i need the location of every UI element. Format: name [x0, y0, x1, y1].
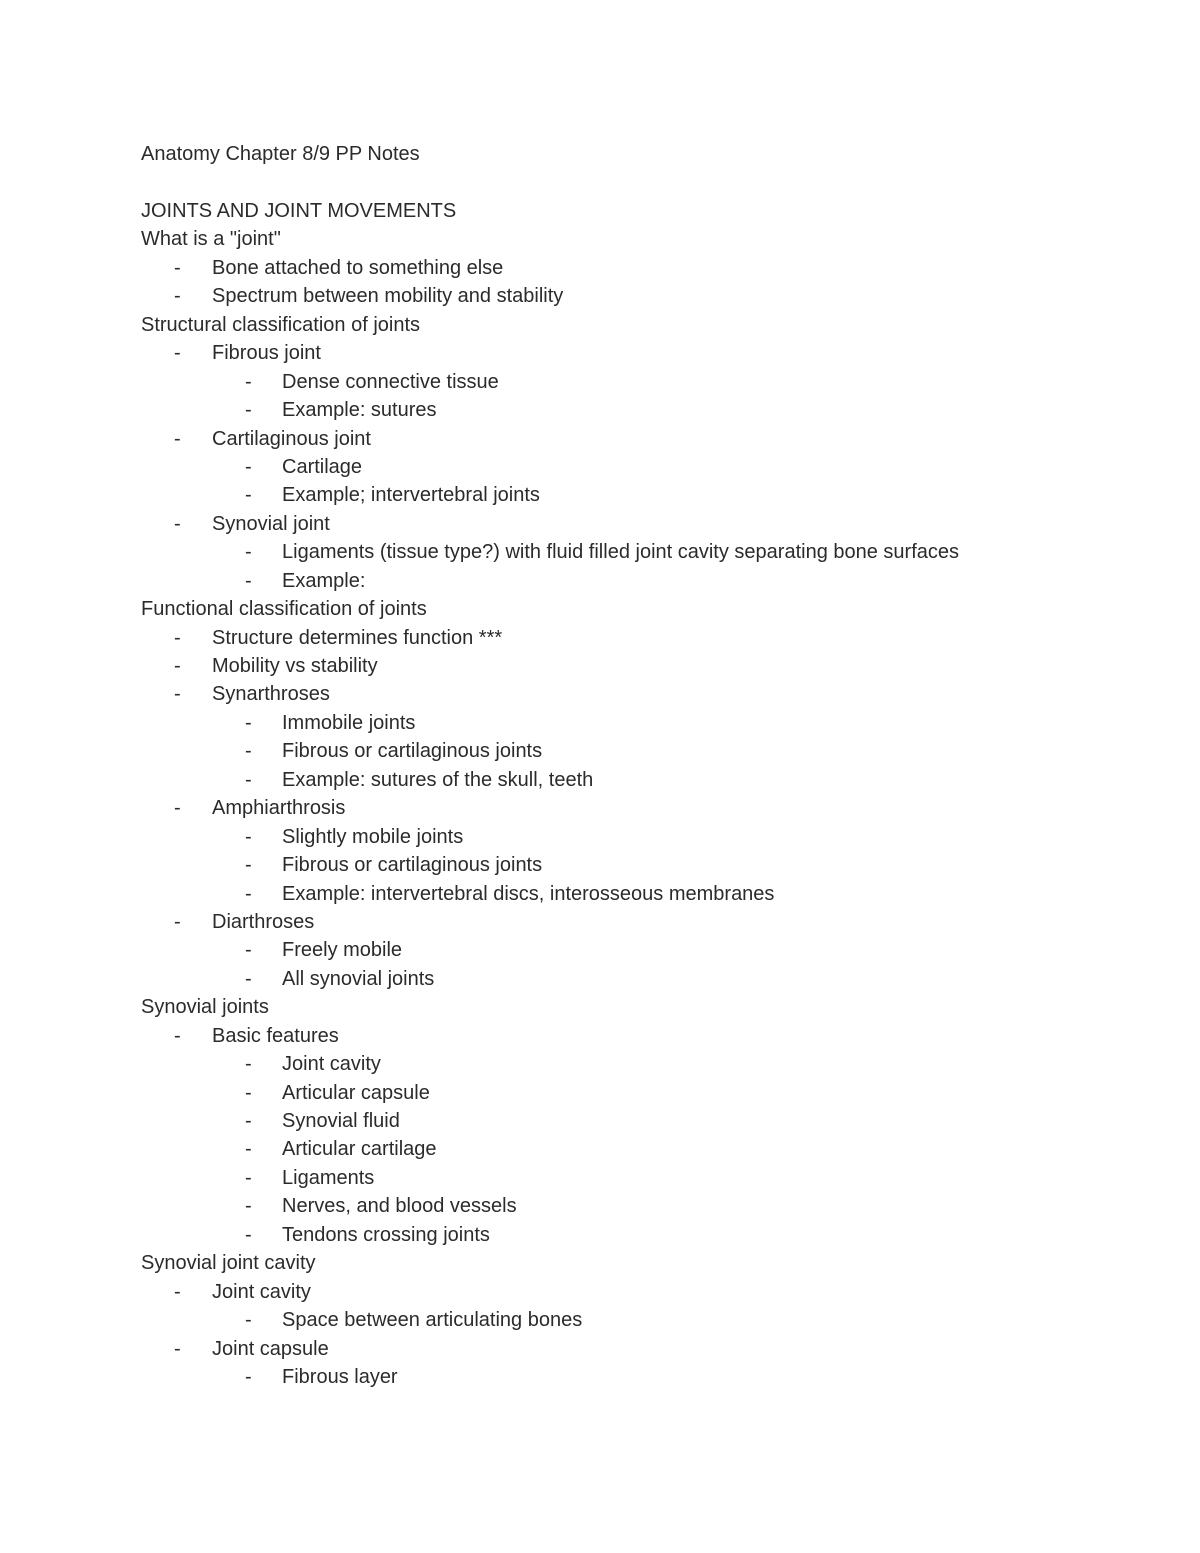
outline-text: JOINTS AND JOINT MOVEMENTS	[141, 200, 457, 222]
outline-text: Articular capsule	[282, 1081, 430, 1104]
outline-text: Cartilaginous joint	[212, 427, 371, 450]
outline-text: Cartilage	[282, 455, 363, 478]
outline-subitem	[0, 709, 1200, 737]
outline-subitem	[0, 481, 1200, 509]
dash-bullet-icon: -	[245, 882, 252, 905]
outline-subitem	[0, 1363, 1200, 1391]
dash-bullet-icon: -	[245, 854, 252, 877]
outline-text: Synovial joint	[212, 512, 330, 535]
outline-text: Synovial fluid	[282, 1110, 400, 1132]
outline-subitem	[0, 936, 1200, 964]
outline-subitem	[0, 1050, 1200, 1078]
dash-bullet-icon: -	[245, 541, 252, 564]
dash-bullet-icon: -	[174, 1337, 181, 1360]
dash-bullet-icon: -	[245, 1309, 252, 1332]
outline-text: Synovial joint cavity	[141, 1252, 316, 1275]
outline-text: Basic features	[212, 1024, 339, 1047]
dash-bullet-icon: -	[174, 512, 181, 535]
dash-bullet-icon: -	[174, 342, 181, 365]
dash-bullet-icon: -	[174, 285, 181, 308]
dash-bullet-icon: -	[174, 1280, 181, 1303]
document-title: Anatomy Chapter 8/9 PP Notes	[141, 143, 420, 165]
outline-text: Amphiarthrosis	[212, 797, 346, 820]
dash-bullet-icon: -	[174, 655, 181, 677]
outline-item	[0, 282, 1200, 310]
dash-bullet-icon: -	[245, 1081, 252, 1104]
outline-text: Ligaments	[282, 1166, 375, 1189]
outline-subitem	[0, 965, 1200, 993]
outline-text: All synovial joints	[282, 967, 435, 990]
outline-text: Joint cavity	[282, 1053, 381, 1076]
outline-text: Articular cartilage	[282, 1138, 437, 1161]
outline-subitem	[0, 766, 1200, 794]
outline-text: Fibrous joint	[212, 342, 321, 365]
outline-text: Tendons crossing joints	[282, 1223, 490, 1246]
outline-text: Example:	[282, 569, 366, 592]
outline-item	[0, 1022, 1200, 1050]
outline-text: Structure determines function ***	[212, 626, 503, 649]
outline-text: Slightly mobile joints	[282, 825, 464, 848]
outline-text: Dense connective tissue	[282, 370, 499, 393]
outline-text: Freely mobile	[282, 939, 403, 962]
dash-bullet-icon: -	[174, 683, 181, 706]
outline-text: Mobility vs stability	[212, 655, 378, 677]
outline-item	[0, 1278, 1200, 1306]
outline-text: Example: sutures of the skull, teeth	[282, 768, 594, 791]
outline-subitem	[0, 1306, 1200, 1334]
dash-bullet-icon: -	[245, 740, 252, 763]
dash-bullet-icon: -	[245, 825, 252, 848]
outline-text: Fibrous or cartilaginous joints	[282, 740, 543, 763]
outline-text: Example: sutures	[282, 399, 437, 422]
dash-bullet-icon: -	[174, 1024, 181, 1047]
outline-item	[0, 254, 1200, 282]
outline-item	[0, 510, 1200, 538]
outline-text: Space between articulating bones	[282, 1309, 583, 1332]
outline-text: Example; intervertebral joints	[282, 484, 540, 507]
dash-bullet-icon: -	[245, 399, 252, 422]
section-heading	[0, 993, 1200, 1021]
outline-subitem	[0, 538, 1200, 566]
outline-text: Immobile joints	[282, 711, 416, 734]
outline-text: Functional classification of joints	[141, 598, 427, 621]
dash-bullet-icon: -	[245, 1223, 252, 1246]
dash-bullet-icon: -	[245, 1195, 252, 1218]
outline-subitem	[0, 823, 1200, 851]
section-heading	[0, 1249, 1200, 1277]
outline-subitem	[0, 1192, 1200, 1220]
outline-text: Diarthroses	[212, 910, 315, 933]
dash-bullet-icon: -	[245, 711, 252, 734]
outline-subitem	[0, 567, 1200, 595]
outline-text: Spectrum between mobility and stability	[212, 285, 564, 308]
outline-text: Synovial joints	[141, 996, 269, 1019]
dash-bullet-icon: -	[245, 370, 252, 393]
outline-subitem	[0, 737, 1200, 765]
dash-bullet-icon: -	[245, 1110, 252, 1132]
outline-item	[0, 680, 1200, 708]
outline-subitem	[0, 368, 1200, 396]
dash-bullet-icon: -	[245, 768, 252, 791]
dash-bullet-icon: -	[174, 256, 181, 279]
outline-item	[0, 908, 1200, 936]
outline-text: Bone attached to something else	[212, 256, 504, 279]
outline-subitem	[0, 1164, 1200, 1192]
outline-subitem	[0, 851, 1200, 879]
dash-bullet-icon: -	[174, 797, 181, 820]
outline-text: Fibrous or cartilaginous joints	[282, 854, 543, 877]
outline-text: Joint cavity	[212, 1280, 311, 1303]
outline-text: Fibrous layer	[282, 1365, 398, 1388]
notes-outline	[0, 197, 1200, 1391]
dash-bullet-icon: -	[245, 939, 252, 962]
dash-bullet-icon: -	[245, 967, 252, 990]
outline-subitem	[0, 1135, 1200, 1163]
dash-bullet-icon: -	[174, 626, 181, 649]
section-heading	[0, 595, 1200, 623]
outline-subitem	[0, 1107, 1200, 1135]
dash-bullet-icon: -	[245, 1166, 252, 1189]
outline-subitem	[0, 1079, 1200, 1107]
dash-bullet-icon: -	[174, 910, 181, 933]
dash-bullet-icon: -	[245, 1138, 252, 1161]
outline-item	[0, 624, 1200, 652]
outline-text: Joint capsule	[212, 1337, 329, 1360]
outline-subitem	[0, 1221, 1200, 1249]
outline-item	[0, 652, 1200, 680]
dash-bullet-icon: -	[245, 569, 252, 592]
dash-bullet-icon: -	[174, 427, 181, 450]
outline-text: Structural classification of joints	[141, 313, 421, 336]
outline-text: Ligaments (tissue type?) with fluid filled joint cavity separating bone surfaces	[282, 541, 960, 564]
outline-subitem	[0, 880, 1200, 908]
outline-item	[0, 339, 1200, 367]
dash-bullet-icon: -	[245, 455, 252, 478]
section-heading	[0, 311, 1200, 339]
outline-text: Nerves, and blood vessels	[282, 1195, 517, 1218]
outline-text: Synarthroses	[212, 683, 330, 706]
dash-bullet-icon: -	[245, 1365, 252, 1388]
dash-bullet-icon: -	[245, 1053, 252, 1076]
section-heading	[0, 225, 1200, 253]
outline-subitem	[0, 453, 1200, 481]
section-heading	[0, 197, 1200, 225]
outline-subitem	[0, 396, 1200, 424]
outline-item	[0, 1335, 1200, 1363]
outline-text: Example: intervertebral discs, interosseous membranes	[282, 882, 775, 905]
outline-item	[0, 425, 1200, 453]
outline-text: What is a "joint"	[141, 228, 281, 251]
dash-bullet-icon: -	[245, 484, 252, 507]
outline-item	[0, 794, 1200, 822]
